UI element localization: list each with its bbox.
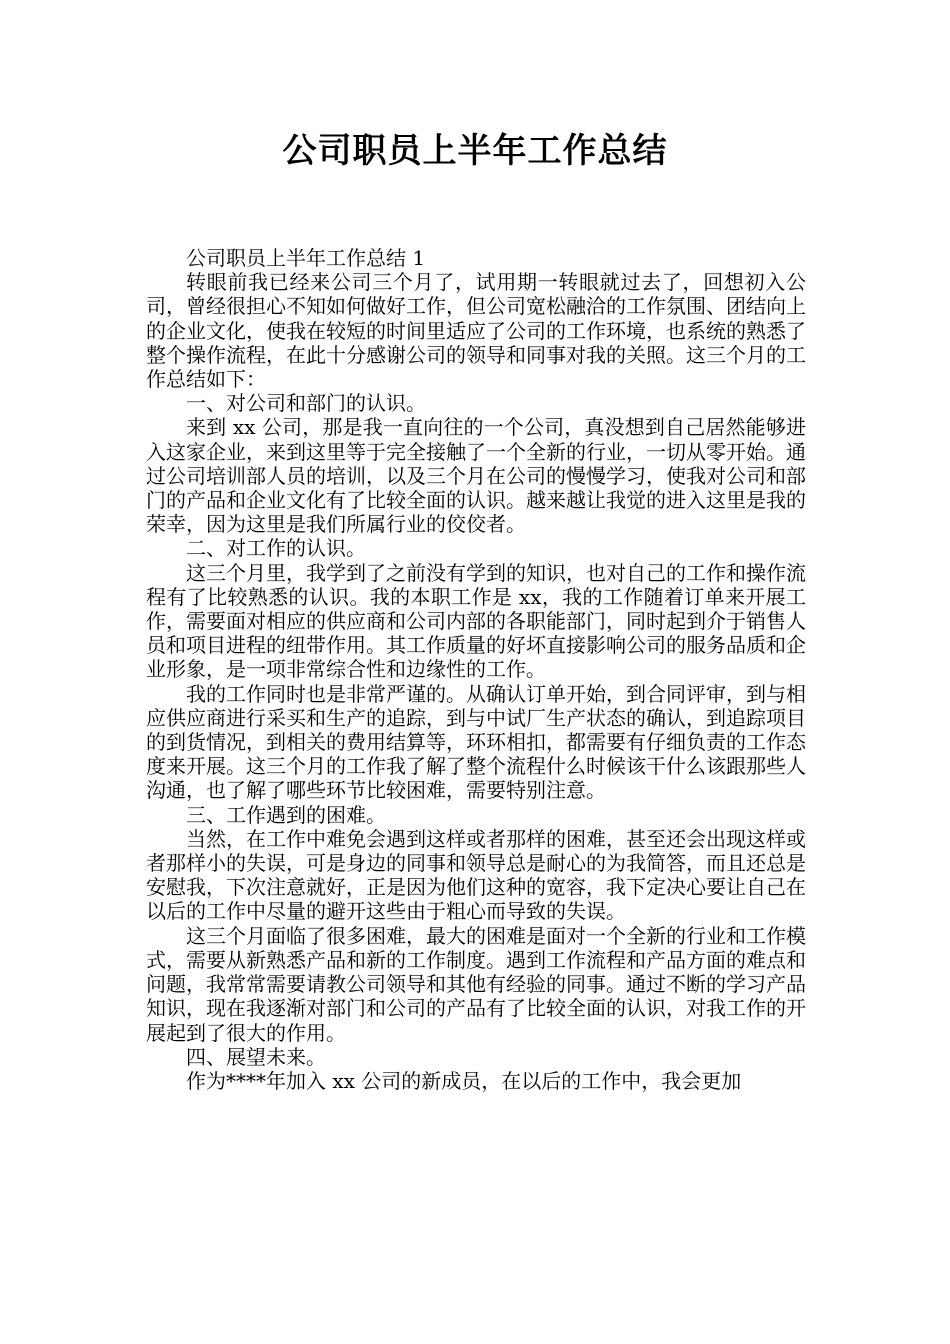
section-heading: 四、展望未来。 xyxy=(186,1044,326,1069)
document-body xyxy=(146,246,806,1093)
paragraph: 转眼前我已经来公司三个月了，试用期一转眼就过去了，回想初入公司，曾经很担心不知如何做好工作，但公司宽松融洽的工作氛围、团结向上的企业文化，使我在较短的时间里适应了公司的工作环境，也系统的熟悉了整个操作流程，在此十分感谢公司的领导和同事对我的关照。这三个月的工作总结如下： xyxy=(146,270,806,392)
paragraph-heading: 公司职员上半年工作总结 1 xyxy=(186,246,426,270)
paragraph: 这三个月里，我学到了之前没有学到的知识，也对自己的工作和操作流程有了比较熟悉的认识。我的本职工作是 xx，我的工作随着订单来开展工作，需要面对相应的供应商和公司内部的各职能部门，同时起到介于销售人员和项目进程的纽带作用。其工作质量的好坏直接影响公司的服务品质和企业形象，是一项非常综合性和边缘性的工作。 xyxy=(146,560,806,682)
section-heading: 三、工作遇到的困难。 xyxy=(186,802,386,827)
section-heading: 二、对工作的认识。 xyxy=(186,536,366,561)
paragraph: 这三个月面临了很多困难，最大的困难是面对一个全新的行业和工作模式，需要从新熟悉产品和新的工作制度。遇到工作流程和产品方面的难点和问题，我常常需要请教公司领导和其他有经验的同事。通过不断的学习产品知识，现在我逐渐对部门和公司的产品有了比较全面的认识，对我工作的开展起到了很大的作用。 xyxy=(146,923,806,1045)
paragraph: 作为****年加入 xx 公司的新成员，在以后的工作中，我会更加 xyxy=(186,1068,742,1093)
paragraph: 来到 xx 公司，那是我一直向往的一个公司，真没想到自己居然能够进入这家企业，来到这里等于完全接触了一个全新的行业，一切从零开始。通过公司培训部人员的培训，以及三个月在公司的慢慢学习，使我对公司和部门的产品和企业文化有了比较全面的认识。越来越让我觉的进入这里是我的荣幸，因为这里是我们所属行业的佼佼者。 xyxy=(146,415,806,537)
paragraph: 我的工作同时也是非常严谨的。从确认订单开始，到合同评审，到与相应供应商进行采买和生产的追踪，到与中试厂生产状态的确认，到追踪项目的到货情况，到相关的费用结算等，环环相扣，都需要有仔细负责的工作态度来开展。这三个月的工作我了解了整个流程什么时候该干什么该跟那些人沟通，也了解了哪些环节比较困难，需要特别注意。 xyxy=(146,681,806,803)
paragraph: 当然，在工作中难免会遇到这样或者那样的困难，甚至还会出现这样或者那样小的失误，可是身边的同事和领导总是耐心的为我简答，而且还总是安慰我，下次注意就好，正是因为他们这种的宽容，我下定决心要让自己在以后的工作中尽量的避开这些由于粗心而导致的失误。 xyxy=(146,826,806,924)
section-heading: 一、对公司和部门的认识。 xyxy=(186,391,426,416)
document-title: 公司职员上半年工作总结 xyxy=(282,131,668,171)
